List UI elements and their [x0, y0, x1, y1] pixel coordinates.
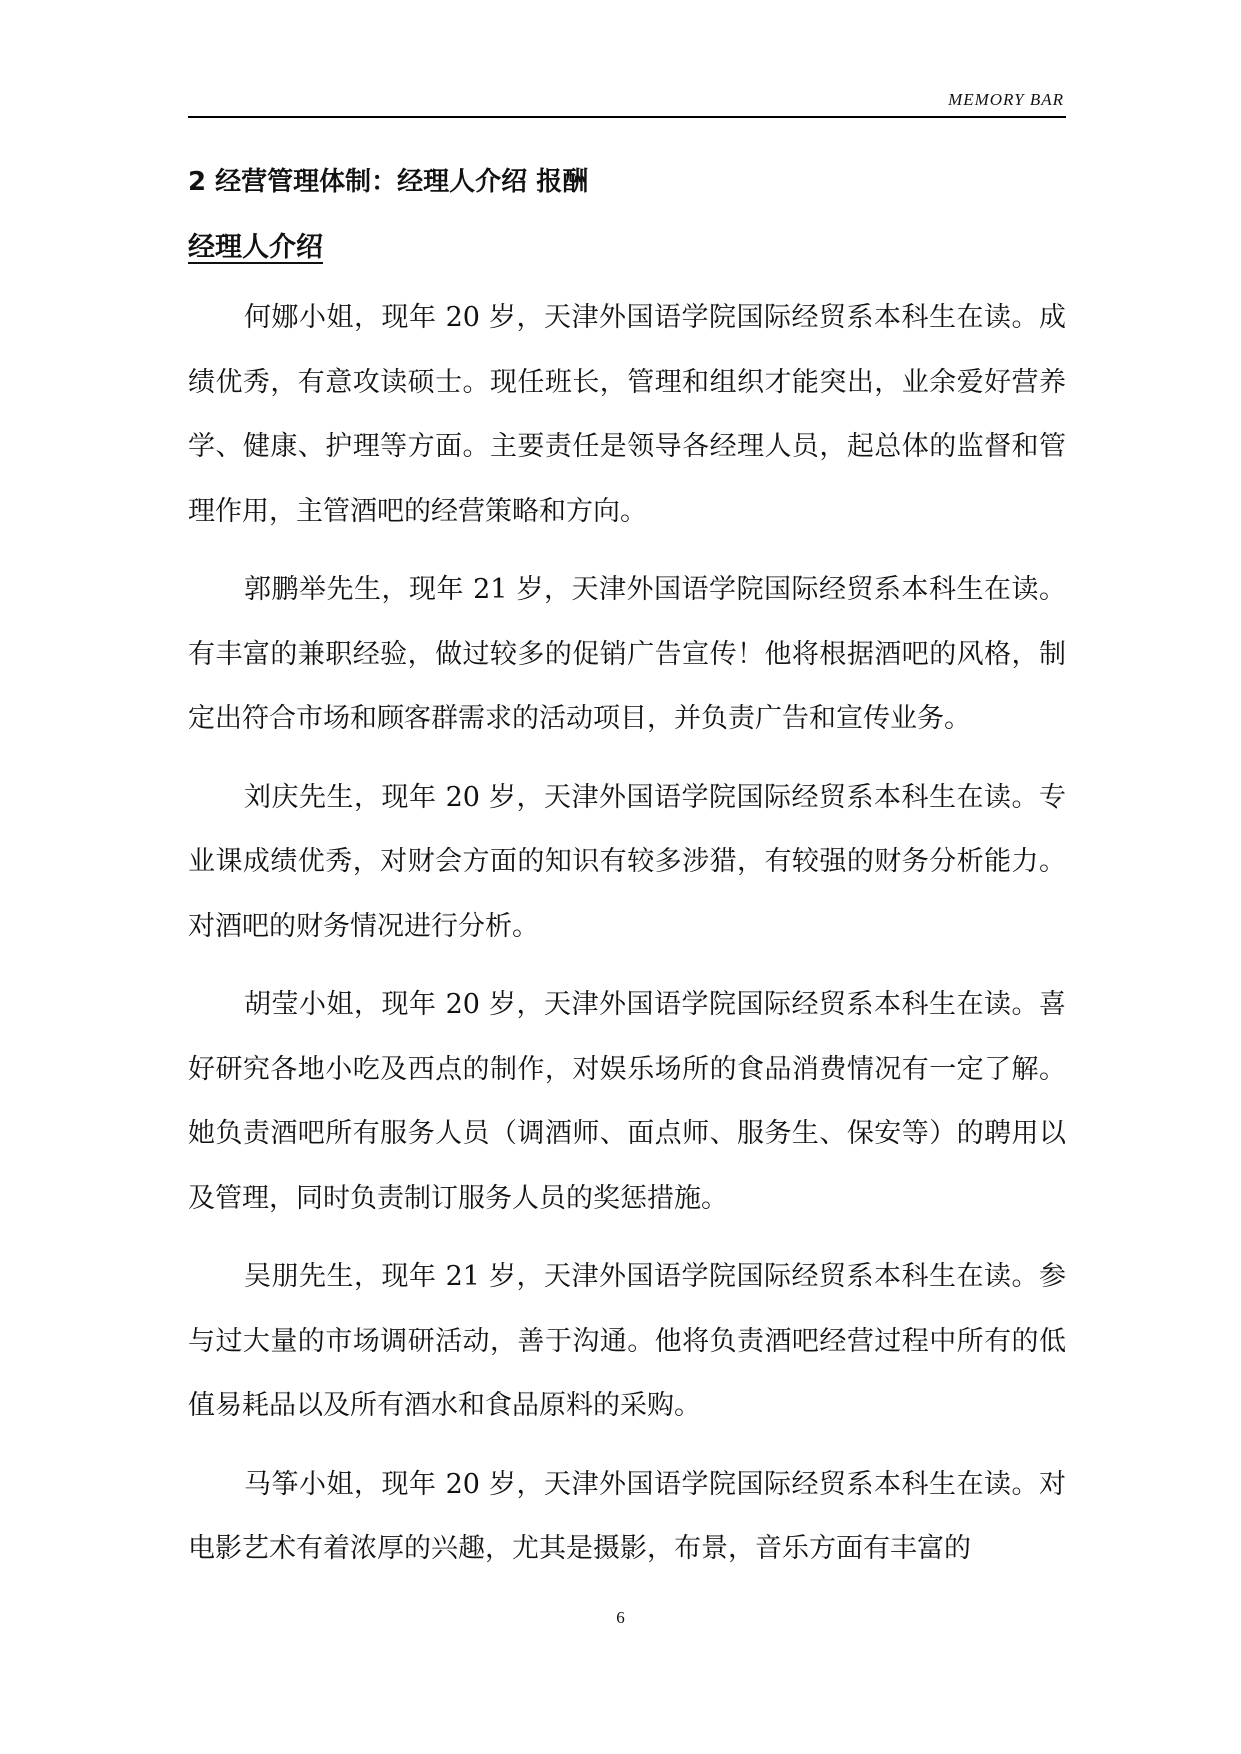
manager-paragraph — [188, 1245, 1066, 1439]
manager-description: 先生，现年 21 岁，天津外国语学院国际经贸系本科生在读。参与过大量的市场调研活动，善于沟通。他将负责酒吧经营过程中所有的低值易耗品以及所有酒水和食品原料的采购。 — [188, 1261, 1066, 1421]
page-header — [188, 88, 1066, 118]
manager-name: 郭鹏举 — [244, 574, 327, 605]
header-title: MEMORY BAR — [948, 90, 1064, 109]
manager-description: 先生，现年 20 岁，天津外国语学院国际经贸系本科生在读。专业课成绩优秀，对财会方面的知识有较多涉猎，有较强的财务分析能力。对酒吧的财务情况进行分析。 — [188, 781, 1066, 942]
section-heading: 2 经营管理体制：经理人介绍 报酬 — [188, 167, 589, 197]
manager-paragraph — [188, 766, 1066, 960]
manager-name: 刘庆 — [244, 781, 299, 813]
manager-description: 小姐，现年 20 岁，天津外国语学院国际经贸系本科生在读。喜好研究各地小吃及西点的制作，对娱乐场所的食品消费情况有一定了解。她负责酒吧所有服务人员（调酒师、面点师、服务生、保安等）的聘用以及管理，同时负责制订服务人员的奖惩措施。 — [188, 989, 1066, 1214]
page-number: 6 — [616, 1608, 625, 1627]
manager-name: 胡莹 — [244, 989, 299, 1020]
manager-description: 小姐，现年 20 岁，天津外国语学院国际经贸系本科生在读。成绩优秀，有意攻读硕士。现任班长，管理和组织才能突出，业余爱好营养学、健康、护理等方面。主要责任是领导各经理人员，起总体的监督和管理作用，主管酒吧的经营策略和方向。 — [188, 302, 1066, 527]
manager-paragraph — [188, 973, 1066, 1231]
manager-paragraph — [188, 1453, 1066, 1582]
manager-name: 吴朋 — [244, 1261, 299, 1292]
subsection-heading — [188, 224, 1066, 272]
document-body — [188, 158, 1066, 1582]
manager-description: 先生，现年 21 岁，天津外国语学院国际经贸系本科生在读。有丰富的兼职经验，做过较多的促销广告宣传！他将根据酒吧的风格，制定出符合市场和顾客群需求的活动项目，并负责广告和宣传业务。 — [188, 574, 1066, 734]
manager-name: 马筝 — [244, 1468, 299, 1500]
manager-name: 何娜 — [244, 302, 299, 333]
manager-paragraph — [188, 558, 1066, 752]
subsection-heading-text: 经理人介绍 — [188, 232, 323, 263]
manager-description: 小姐，现年 20 岁，天津外国语学院国际经贸系本科生在读。对电影艺术有着浓厚的兴趣，尤其是摄影，布景，音乐方面有丰富的 — [188, 1468, 1066, 1564]
manager-paragraph — [188, 286, 1066, 544]
